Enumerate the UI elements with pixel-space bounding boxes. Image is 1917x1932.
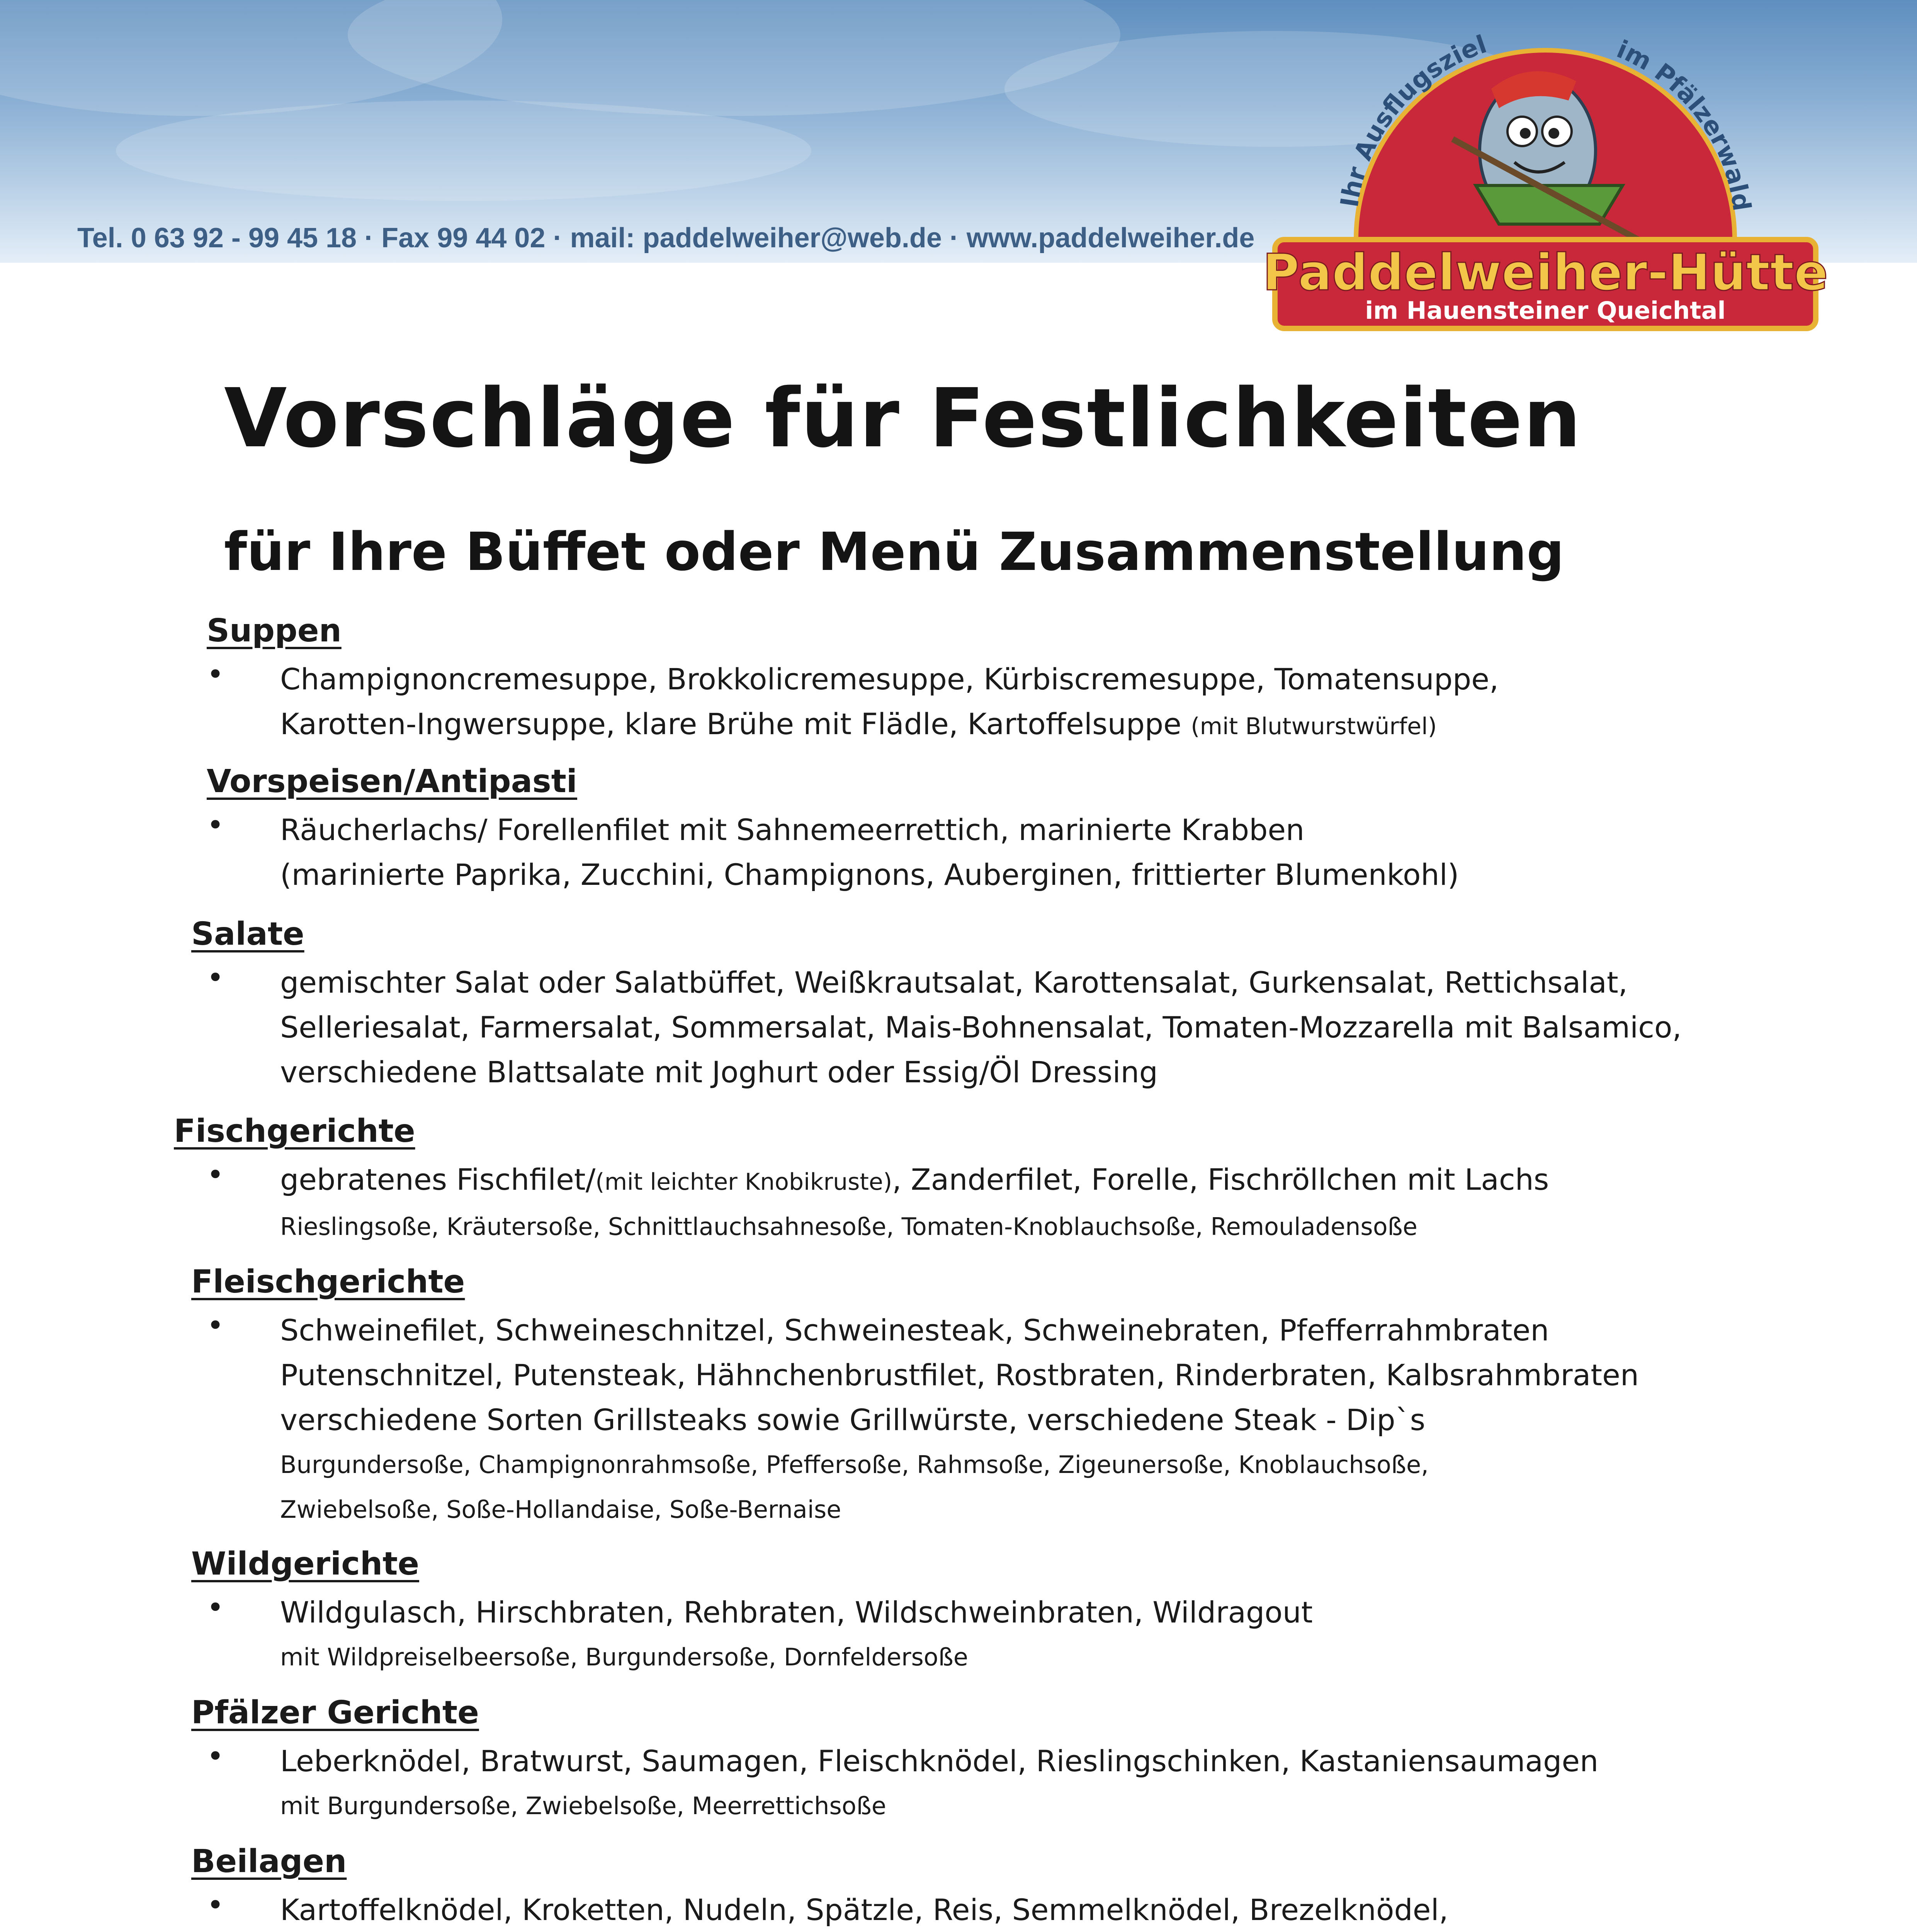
item-sauces: mit Wildpreiselbeersoße, Burgundersoße, Dornfeldersoße	[280, 1643, 968, 1671]
item-line: Champignoncremesuppe, Brokkolicremesuppe, Kürbiscremesuppe, Tomatensuppe,	[280, 662, 1499, 696]
list-item	[207, 1308, 1639, 1532]
section-title: Fischgerichte	[174, 1113, 415, 1150]
page-subtitle: für Ihre Büffet oder Menü Zusammenstellung	[224, 522, 1564, 583]
logo-arc-left: Ihr Ausflugsziel	[1335, 30, 1490, 209]
section-beilagen	[191, 1843, 1448, 1932]
item-sauces: Burgundersoße, Champignonrahmsoße, Pfeffersoße, Rahmsoße, Zigeunersoße, Knoblauchsoße,	[280, 1451, 1429, 1479]
bullet: •	[207, 657, 224, 691]
item-line: Schweinefilet, Schweineschnitzel, Schweinesteak, Schweinebraten, Pfefferrahmbraten	[280, 1313, 1549, 1347]
section-fleischgerichte	[191, 1264, 1639, 1532]
item-line: gebratenes Fischfilet/(mit leichter Knobikruste), Zanderfilet, Forelle, Fischröllchen mit Lachs	[280, 1162, 1549, 1197]
list-item	[207, 1590, 1313, 1680]
logo-subtitle: im Hauensteiner Queichtal	[1365, 296, 1726, 325]
list-item	[207, 1739, 1598, 1828]
bullet: •	[207, 1157, 224, 1192]
item-line: Wildgulasch, Hirschbraten, Rehbraten, Wildschweinbraten, Wildragout	[280, 1595, 1313, 1629]
list-item	[207, 1888, 1448, 1932]
bullet: •	[207, 808, 224, 842]
paddelweiher-logo	[1259, 23, 1831, 371]
bullet: •	[207, 1739, 224, 1773]
list-item	[207, 960, 1682, 1095]
section-title: Salate	[191, 916, 304, 952]
list-item	[207, 808, 1459, 897]
item-sauces: mit Burgundersoße, Zwiebelsoße, Meerrettichsoße	[280, 1792, 886, 1820]
item-line: verschiedene Blattsalate mit Joghurt oder Essig/Öl Dressing	[280, 1055, 1158, 1089]
item-line: Leberknödel, Bratwurst, Saumagen, Fleischknödel, Rieslingschinken, Kastaniensaumagen	[280, 1744, 1599, 1778]
item-line: verschiedene Sorten Grillsteaks sowie Grillwürste, verschiedene Steak - Dip`s	[280, 1403, 1426, 1437]
contact-line: Tel. 0 63 92 - 99 45 18 · Fax 99 44 02 · mail: paddelweiher@web.de · www.paddelweiher.de	[77, 223, 1255, 253]
section-title: Beilagen	[191, 1843, 347, 1880]
logo-name: Paddelweiher-Hütte	[1263, 243, 1828, 302]
section-title: Fleischgerichte	[191, 1264, 465, 1300]
section-title: Vorspeisen/Antipasti	[207, 763, 578, 800]
bullet: •	[207, 960, 224, 995]
section-title: Wildgerichte	[191, 1546, 420, 1582]
section-title: Pfälzer Gerichte	[191, 1694, 479, 1731]
item-sauces: Rieslingsoße, Kräutersoße, Schnittlauchsahnesoße, Tomaten-Knoblauchsoße, Remouladensoße	[280, 1213, 1417, 1241]
section-suppen	[207, 612, 1499, 749]
item-line: Putenschnitzel, Putensteak, Hähnchenbrustfilet, Rostbraten, Rinderbraten, Kalbsrahmbraten	[280, 1358, 1639, 1392]
page-title: Vorschläge für Festlichkeiten	[224, 371, 1582, 466]
section-vorspeisen	[207, 763, 1459, 897]
item-line: Kartoffelknödel, Kroketten, Nudeln, Spätzle, Reis, Semmelknödel, Brezelknödel,	[280, 1893, 1448, 1927]
item-line: Selleriesalat, Farmersalat, Sommersalat, Mais-Bohnensalat, Tomaten-Mozzarella mit Balsamico,	[280, 1010, 1682, 1044]
item-line: (marinierte Paprika, Zucchini, Champignons, Auberginen, frittierter Blumenkohl)	[280, 857, 1459, 892]
item-line: Karotten-Ingwersuppe, klare Brühe mit Flädle, Kartoffelsuppe (mit Blutwurstwürfel)	[280, 707, 1437, 741]
item-line: Räucherlachs/ Forellenfilet mit Sahnemeerrettich, marinierte Krabben	[280, 813, 1305, 847]
bullet: •	[207, 1888, 224, 1922]
logo-arc-right: im Pfälzerwald	[1613, 35, 1756, 213]
item-note: (mit Blutwurstwürfel)	[1191, 713, 1437, 740]
item-sauces: Zwiebelsoße, Soße-Hollandaise, Soße-Bernaise	[280, 1495, 841, 1524]
section-wildgerichte	[191, 1546, 1313, 1680]
bullet: •	[207, 1308, 224, 1342]
section-title: Suppen	[207, 612, 342, 649]
list-item	[207, 657, 1499, 749]
section-salate	[191, 916, 1682, 1095]
section-pfaelzer-gerichte	[191, 1694, 1598, 1828]
bullet: •	[207, 1590, 224, 1624]
item-line: gemischter Salat oder Salatbüffet, Weißkrautsalat, Karottensalat, Gurkensalat, Rettichsalat,	[280, 965, 1628, 1000]
list-item	[207, 1157, 1549, 1249]
section-fischgerichte	[174, 1113, 1549, 1249]
